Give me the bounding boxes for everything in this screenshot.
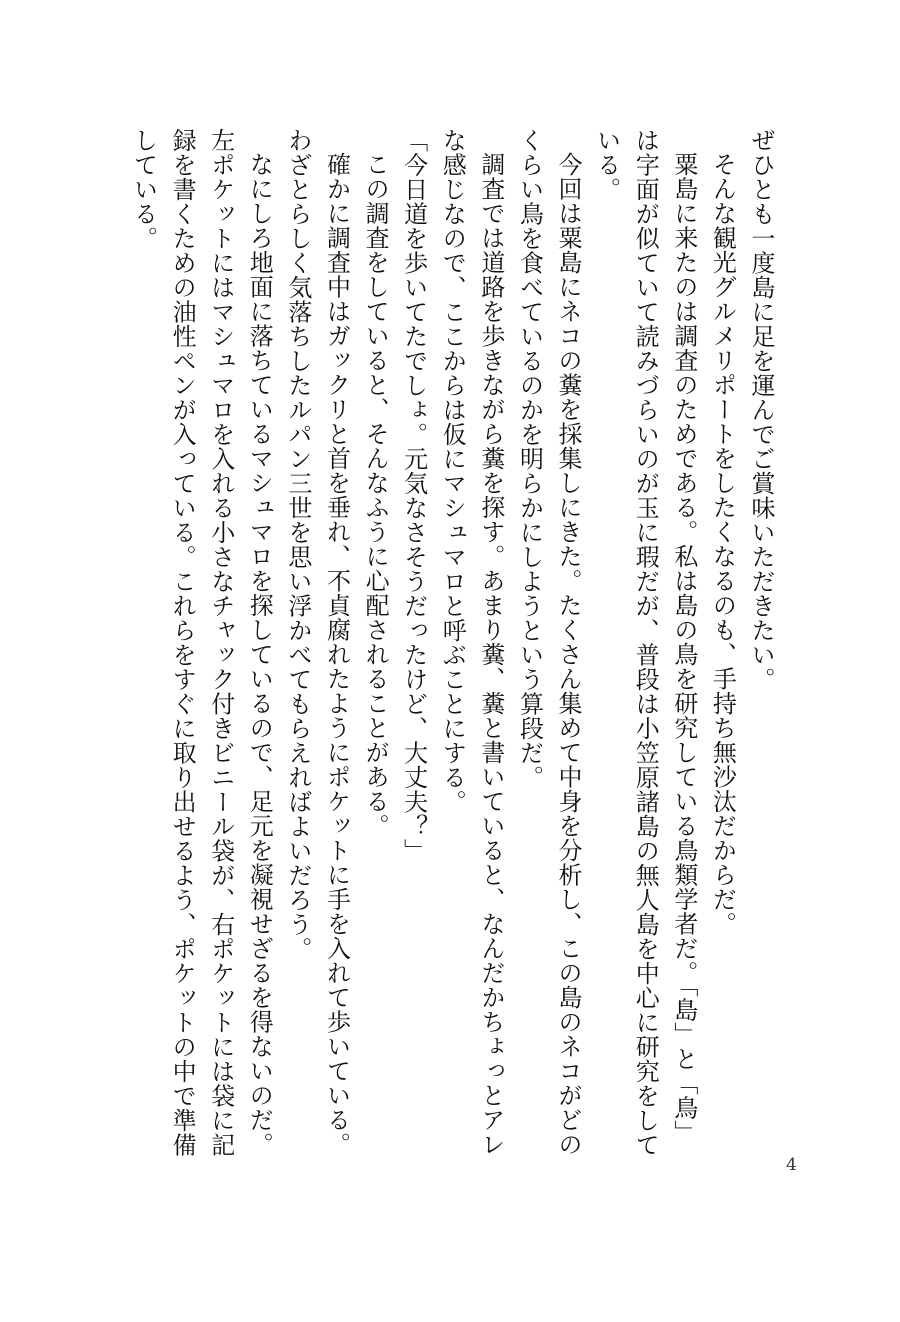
paragraph: 調査では道路を歩きながら糞を探す。あまり糞、糞と書いていると、なんだかちょっとアレな感じなので、ここからは仮にマシュマロと呼ぶことにする。: [438, 128, 505, 1157]
paragraph: そんな観光グルメリポートをしたくなるのも、手持ち無沙汰だからだ。: [708, 152, 737, 936]
paragraph: なにしろ地面に落ちているマシュマロを探しているので、足元を凝視せざるを得ないのだ。左ポケットにはマシュマロを入れる小さなチャック付きビニール袋が、右ポケットには袋に記録を書くための油性ペンが入っている。これらをすぐに取り出せるよう、ポケットの中で準備している。: [129, 128, 274, 1157]
dialogue-paragraph: 「今日道を歩いてたでしょ。元気なさそうだったけど、大丈夫？」: [399, 128, 428, 863]
paragraph: ぜひとも一度島に足を運んでご賞味いただきたい。: [747, 128, 775, 692]
paragraph: この調査をしていると、そんなふうに心配されることがある。: [361, 152, 390, 838]
page-number: 4: [786, 1155, 797, 1175]
paragraph: 確かに調査中はガックリと首を垂れ、不貞腐れたようにポケットに手を入れて歩いている。わざとらしく気落ちしたルパン三世を思い浮かべてもらえればよいだろう。: [283, 128, 351, 1157]
paragraph: 粟島に来たのは調査のためである。私は島の鳥を研究している鳥類学者だ。「島」と「鳥」は字面が似ていて読みづらいのが玉に瑕だが、普段は小笠原諸島の無人島を中心に研究をしている。: [592, 128, 698, 1157]
paragraph: 今回は粟島にネコの糞を採集しにきた。たくさん集めて中身を分析し、この島のネコがどのくらい鳥を食べているのかを明らかにしようという算段だ。: [515, 128, 583, 1157]
body-text: [90, 128, 780, 1168]
